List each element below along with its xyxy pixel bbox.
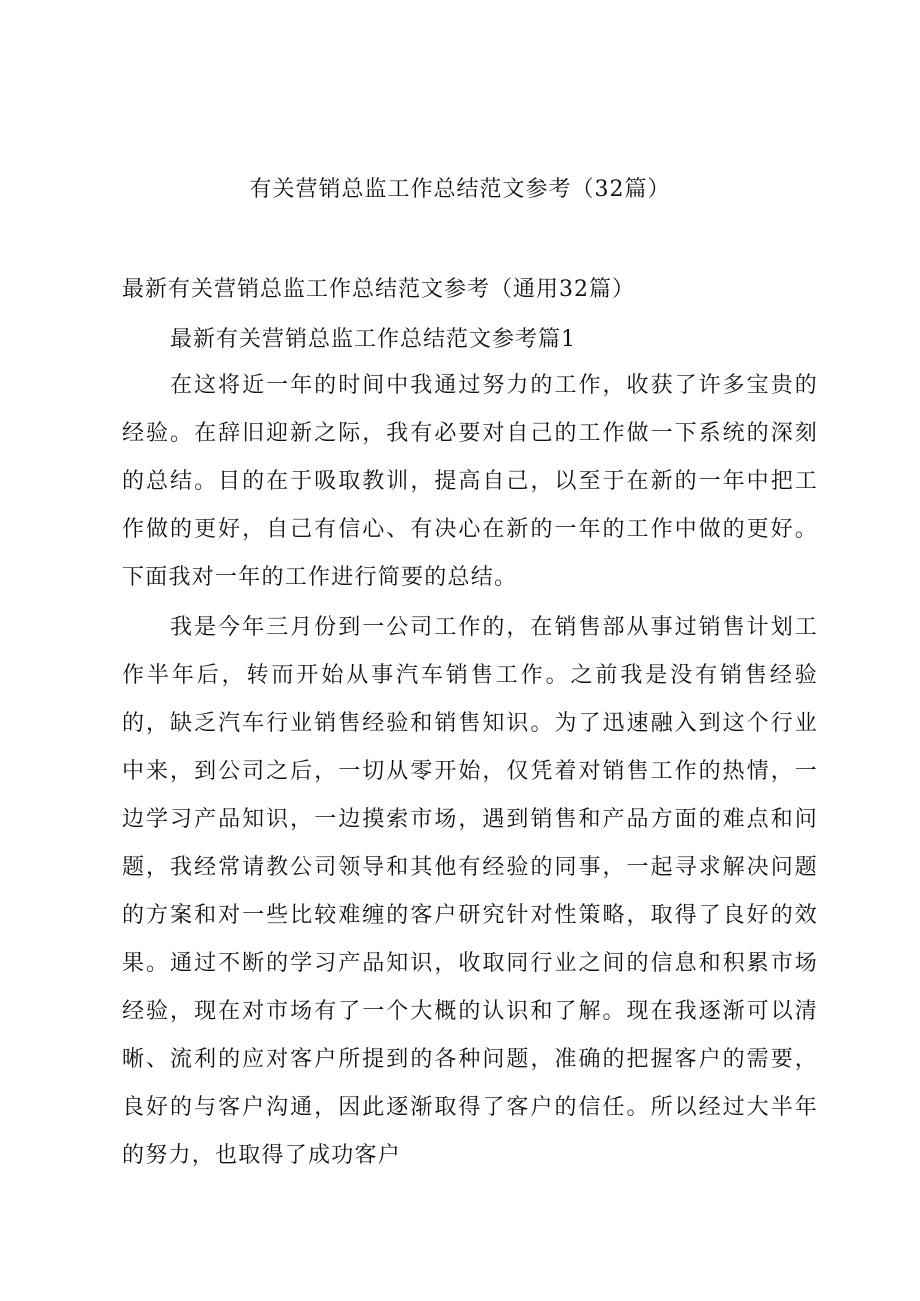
body-paragraph-1: 在这将近一年的时间中我通过努力的工作，收获了许多宝贵的经验。在辞旧迎新之际，我有必要对自己的工作做一下系统的深刻的总结。目的在于吸取教训，提高自己，以至于在新的一年中把工作做的更好，自己有信心、有决心在新的一年的工作中做的更好。下面我对一年的工作进行简要的总结。: [122, 373, 818, 590]
document-title: 有关营销总监工作总结范文参考（32篇）: [249, 177, 671, 202]
body-paragraph-2: 我是今年三月份到一公司工作的，在销售部从事过销售计划工作半年后，转而开始从事汽车销售工作。之前我是没有销售经验的，缺乏汽车行业销售经验和销售知识。为了迅速融入到这个行业中来，到公司之后，一切从零开始，仅凭着对销售工作的热情，一边学习产品知识，一边摸索市场，遇到销售和产品方面的难点和问题，我经常请教公司领导和其他有经验的同事，一起寻求解决问题的方案和对一些比较难缠的客户研究针对性策略，取得了良好的效果。通过不断的学习产品知识，收取同行业之间的信息和积累市场经验，现在对市场有了一个大概的认识和了解。现在我逐渐可以清晰、流利的应对客户所提到的各种问题，准确的把握客户的需要，良好的与客户沟通，因此逐渐取得了客户的信任。所以经过大半年的努力，也取得了成功客户: [122, 615, 818, 1168]
section-heading: 最新有关营销总监工作总结范文参考篇1: [170, 327, 576, 352]
document-subtitle: 最新有关营销总监工作总结范文参考（通用32篇）: [122, 277, 635, 302]
